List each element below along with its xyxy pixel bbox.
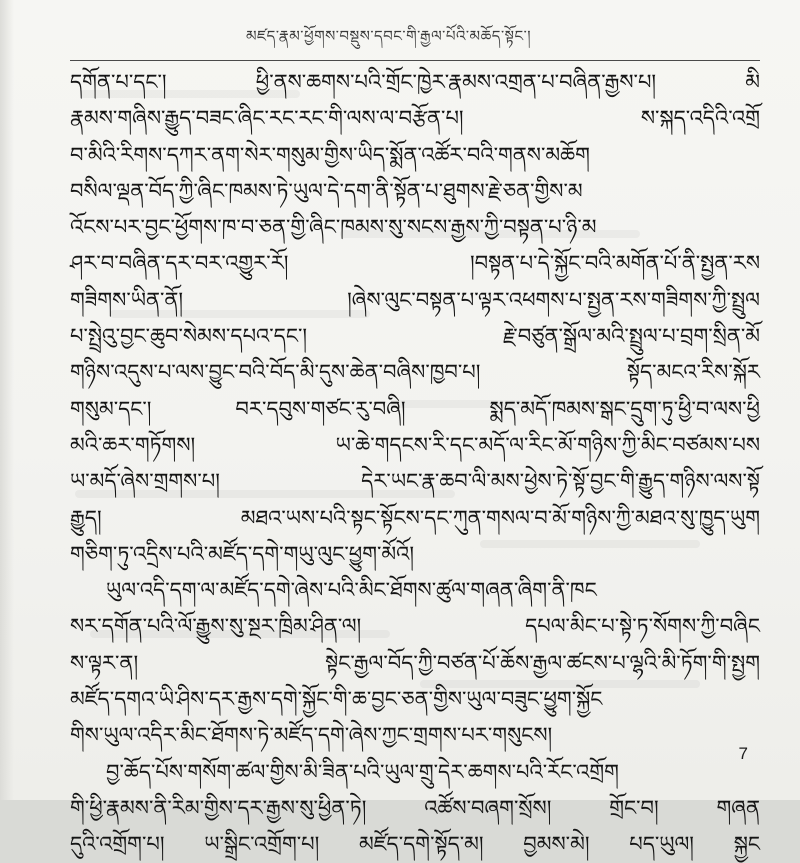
paragraph-start-line: ཡུལ་འདི་དག་ལ་མཛོད་དགེ་ཞེས་པའི་མིང་ཐོགས་ཚུལ་གཞན་ཞིག་ནི་ཁང [106,578,597,603]
text-line: གི་ཕྱི་རྣམས་ནི་རིམ་གྱིས་དར་རྒྱས་སུ་ཕྱིན་ཏེ། འཚོས་བཞག་སྲོས། གྲོང་བ། གཞན [70,795,760,820]
text-line: པ་སྤྲེའུ་བྱང་ཆུབ་སེམས་དཔའ་དང་། རྗེ་བཙུན་སྒྲོལ་མའི་སྤྲུལ་པ་བྲག་སྲིན་མོ [70,324,760,349]
text-line: དགོན་པ་དང་། ཕྱི་ནས་ཆགས་པའི་གྲོང་ཁྱེར་རྣམས་འགྲན་པ་བཞིན་རྒྱས་པ། མི [70,70,760,94]
text-line: མཛོད་དགའ་ཡི་ཤིས་དར་རྒྱས་དགེ་སྐྱོང་གི་ཆ་བྱང་ཅན་གྱིས་ཡུལ་བཟུང་ཕྱུག་སྐྱོང [70,687,603,712]
text-line: གཉིས་འདུས་པ་ལས་བྱུང་བའི་བོད་མི་དུས་ཆེན་བཞིས་ཁྱབ་པ། སྟོད་མངའ་རིས་སྐོར [70,360,760,385]
text-line: མའི་ཆར་གཏོགས། ཡ་ཆེ་གདངས་རི་དང་མདོ་ལ་རིང་མོ་གཉིས་ཀྱི་མིང་བཙམས་པས [70,432,760,457]
text-line: ས་ལྟར་ན། སྟེང་རྒྱལ་བོད་ཀྱི་བཙན་པོ་ཆོས་རྒྱལ་ཚངས་པ་ལྷའི་མི་ཏོག་གི་སྤྱག [70,650,760,675]
text-line: གཟིགས་ཡིན་ནོ། །ཞེས་ལུང་བསྟན་པ་ལྟར་འཕགས་པ་སྤྱན་རས་གཟིགས་ཀྱི་སྤྲུལ [70,287,760,312]
text-line: རྣམས་གཞིས་རྒྱུད་བཟང་ཞིང་རང་རང་གི་ལས་ལ་བརྩོན་པ། ས་སྐད་འདིའི་འགྲོ [70,106,760,131]
text-line: སར་དགོན་པའི་ལོ་རྒྱུས་སུ་སྔར་ཁྲིམ་ཤིན་ལ། དཔལ་མིང་པ་སྟེ་ཏ་སོགས་ཀྱི་བཞིང [70,614,760,639]
text-line: བ་མིའི་རིགས་དཀར་ནག་སེར་གསུམ་གྱིས་ཡིད་སྨོན་འཚོར་བའི་གནས་མཆོག [70,142,590,167]
page-gutter-shadow [0,0,14,800]
text-line: གསུམ་དང་། བར་དབུས་གཙང་རུ་བཞི། སྨད་མདོ་ཁམས་སྒང་དྲུག་ཏུ་ཕྱི་བ་ལས་ཕྱི [70,396,760,421]
body-text [70,64,760,863]
running-header-title: མཛད་རྣམ་ཕྱོགས་བསྡུས་དབང་གི་རྒྱལ་པོའི་མཆོད་སྟོང་། [246,27,532,45]
text-line: གིས་ཡུལ་འདིར་མིང་ཐོགས་ཏེ་མཛོད་དགེ་ཞེས་ཀྱང་གྲགས་པར་གསུངས། [70,723,553,748]
text-line: ཡ་མདོ་ཞེས་གྲགས་པ། དེར་ཡང་རྣ་ཆབ་ལི་མས་ཕྱེས་ཏེ་སྟོ་བྱང་གི་རྒྱུད་གཉིས་ལས་སྟོ [70,469,760,494]
text-line: ཤར་བ་བཞིན་དར་བར་འགྱུར་རོ། །བསྟན་པ་དེ་སྐྱོང་བའི་མགོན་པོ་ནི་སྤྱན་རས [70,251,760,276]
header-rule [70,60,760,61]
paragraph-start-line: བྱ་ཆོད་པོས་གསོག་ཚལ་གྱིས་མི་ཟིན་པའི་ཡུལ་གྲུ་དེར་ཆགས་པའི་རོང་འགྲོག [106,759,619,784]
text-line: བསིལ་ལྡན་བོད་ཀྱི་ཞིང་ཁམས་ཏེ་ཡུལ་དེ་དག་ནི་སྟོན་པ་ཐུགས་རྗེ་ཅན་གྱིས་མ [70,178,583,203]
running-header [160,27,760,62]
text-line: འོངས་པར་བྱང་ཕྱོགས་ཁ་བ་ཅན་གྱི་ཞིང་ཁམས་སུ་སངས་རྒྱས་ཀྱི་བསྟན་པ་ཉི་མ [70,215,597,240]
page-number: 7 [738,744,748,763]
text-line: རྒྱུད། མཐའ་ཡས་པའི་སྟང་སྟོངས་དང་ཀུན་གསལ་བ་མོ་གཉིས་ཀྱི་མཐའ་སུ་ཁྱུད་ཡུག [70,505,760,530]
text-line: དུའི་འགྲོག་པ། ཡ་སྒྲིང་འགྲོག་པ། མཛོད་དགེ་སྟོད་མ། བྱམས་མེ། པད་ཡུལ། སྐྱང [70,832,760,857]
text-line: གཅིག་ཏུ་འདྲིས་པའི་མཛོད་དགེ་གཡུ་ལུང་ཕྱུག་མོའོ། [70,541,415,566]
